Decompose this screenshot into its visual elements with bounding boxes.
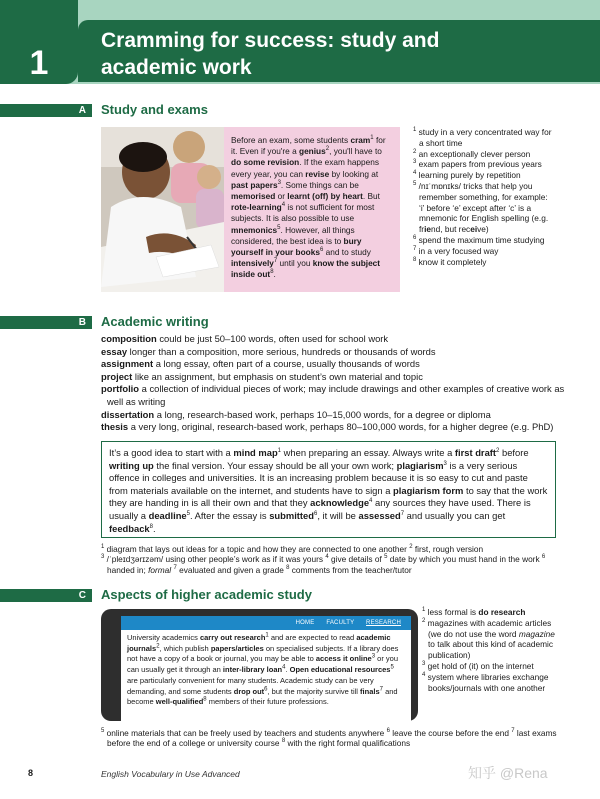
text-run: handed in; xyxy=(107,564,149,575)
text-run: University academics xyxy=(127,633,200,642)
text-run: . xyxy=(153,522,156,534)
text-run: system where libraries exchange books/journals with one another xyxy=(425,671,549,693)
note-reference: 2 xyxy=(409,544,413,551)
text-run: . xyxy=(285,665,290,675)
key-term: feedback xyxy=(109,522,150,534)
key-term: submitted xyxy=(269,509,314,521)
key-term: well-qualified xyxy=(155,697,204,707)
note-reference: 5 xyxy=(186,510,190,517)
text-run: comments from the teacher/tutor xyxy=(289,564,412,575)
note-reference: 5 xyxy=(413,181,417,188)
key-term: do some revision xyxy=(231,157,300,168)
text-run: evaluated and given a grade xyxy=(176,564,287,575)
text-run: give details of xyxy=(328,554,385,565)
note-reference: 1 xyxy=(101,544,105,551)
section-a-notes xyxy=(413,127,555,267)
text-run: in a very focused way xyxy=(416,245,499,256)
note-item xyxy=(422,672,564,694)
text-run: the final version. Your essay should be all your own work; xyxy=(153,459,397,471)
text-run: when preparing an essay. Always write a xyxy=(281,447,455,458)
section-b-footnotes xyxy=(101,544,561,575)
text-run: date by which you must hand in the work xyxy=(387,554,542,565)
note-reference: 7 xyxy=(413,246,417,252)
key-term: know the subject inside out xyxy=(231,258,381,280)
key-term: carry out research xyxy=(199,633,266,642)
text-run: , you'll have to xyxy=(329,146,382,157)
text-run: and to study xyxy=(323,247,371,258)
key-term: academic journals xyxy=(127,633,391,653)
text-run: last exams before the end of a college or university course xyxy=(107,728,557,749)
note-reference: 7 xyxy=(379,686,383,693)
text-run: . If the exam happens every year, you can xyxy=(231,157,380,179)
note-reference: 1 xyxy=(277,447,282,454)
text-run: learning purely by repetition xyxy=(416,170,521,181)
text-run: any sources they have used. There is usually a xyxy=(109,497,531,521)
text-run: ve) xyxy=(477,224,489,235)
text-run: on specialised subjects. If a library does not have a copy of a book or journal, you may be able to xyxy=(127,643,399,664)
section-b-text-box xyxy=(101,441,556,538)
key-term: drop out xyxy=(233,686,265,696)
note-reference: 2 xyxy=(496,447,500,454)
definition-item xyxy=(101,371,571,384)
text-run: with the right formal qualifications xyxy=(285,738,411,749)
text-run: get hold of (it) on the internet xyxy=(425,660,534,671)
note-reference: 4 xyxy=(422,672,426,679)
unit-number: 1 xyxy=(29,44,49,82)
text-run: first, rough version xyxy=(412,544,484,554)
writing-types-list xyxy=(101,333,571,434)
key-term: papers/articles xyxy=(210,643,264,653)
note-reference: 3 xyxy=(277,180,281,187)
section-b-paragraph xyxy=(109,447,549,535)
note-reference: 3 xyxy=(413,159,417,166)
text-run: exam papers from previous years xyxy=(416,159,542,170)
nav-home[interactable]: HOME xyxy=(295,620,315,626)
key-term: essay xyxy=(101,345,128,357)
note-reference: 5 xyxy=(277,224,281,231)
note-reference: 6 xyxy=(386,728,390,735)
key-term: mnemonics xyxy=(231,224,278,235)
note-reference: 5 xyxy=(101,728,105,735)
text-run: . But xyxy=(362,191,380,202)
key-term: mind map xyxy=(233,447,278,458)
note-item xyxy=(413,159,555,170)
key-term: cram xyxy=(350,135,371,145)
note-reference: 8 xyxy=(203,696,207,703)
text-run: online materials that can be freely used by teachers and students anywhere xyxy=(104,728,387,738)
text-run: . After the essay is xyxy=(189,509,270,521)
note-reference: 1 xyxy=(422,607,426,614)
text-run: . xyxy=(273,269,276,280)
note-reference: 2 xyxy=(156,643,160,650)
text-run: , it will be xyxy=(317,509,359,521)
note-reference: 4 xyxy=(369,498,373,505)
note-reference: 1 xyxy=(413,127,417,134)
note-reference: 1 xyxy=(370,135,374,142)
key-term: Open educational resources xyxy=(289,665,391,675)
note-reference: 6 xyxy=(313,510,318,517)
watermark: 知乎 @Rena xyxy=(468,765,548,781)
note-item xyxy=(422,618,564,661)
note-reference: 8 xyxy=(413,256,417,263)
text-run: are particularly convenient for many students. Academic study can be very demanding, and some students xyxy=(127,675,374,696)
key-term: genius xyxy=(299,146,326,157)
text-run: magazines with academic articles (we do not use the word xyxy=(425,617,552,639)
note-reference: 1 xyxy=(265,632,269,639)
definition-item xyxy=(101,333,571,346)
tablet-screen xyxy=(121,616,411,721)
text-run: is not sufficient for most subjects. It is also possible to use xyxy=(231,202,375,224)
text-run: nd, but rec xyxy=(431,224,471,235)
text-run: less formal is xyxy=(425,607,479,617)
text-run: or you can usually get it through an xyxy=(127,654,399,675)
note-reference: 8 xyxy=(149,523,153,530)
note-reference: 3 xyxy=(371,653,376,660)
text-run: an exceptionally clever person xyxy=(416,148,531,159)
section-c-title: Aspects of higher academic study xyxy=(101,587,312,602)
note-item xyxy=(413,257,555,268)
students-writing-icon xyxy=(101,127,224,292)
section-c-footnotes xyxy=(101,728,561,749)
note-reference: 8 xyxy=(286,565,290,572)
note-reference: 3 xyxy=(443,460,447,467)
key-term: past papers xyxy=(231,179,278,190)
section-b-marker: B xyxy=(0,316,92,329)
key-term: intensively xyxy=(231,258,274,269)
note-reference: 6 xyxy=(319,247,324,254)
text-run: , which publish xyxy=(159,643,211,653)
unit-title: Cramming for success: study and academic work xyxy=(101,29,440,79)
footnote-line xyxy=(101,554,561,575)
text-run: and usually you can get xyxy=(404,509,506,521)
section-a-marker: A xyxy=(0,104,92,117)
text-run: before xyxy=(499,447,529,458)
text-run: know it completely xyxy=(416,256,487,267)
note-reference: 4 xyxy=(325,554,329,561)
note-reference: 3 xyxy=(422,661,426,668)
text-run: , but the majority survive till xyxy=(267,686,361,696)
key-term: revise xyxy=(305,168,330,179)
text-run: . Some things can be xyxy=(280,179,359,190)
footnote-line xyxy=(101,728,561,749)
text-run: spend the maximum time studying xyxy=(416,234,545,245)
key-term: ie xyxy=(424,224,431,235)
text-run: a long essay, often part of a course, usually thousands of words xyxy=(153,358,420,370)
note-reference: 6 xyxy=(264,686,268,693)
key-term: bury yourself in your books xyxy=(231,235,362,258)
text-run: and are expected to read xyxy=(268,633,357,642)
note-reference: 7 xyxy=(511,728,515,735)
text-run: a very long, original, research-based work, perhaps 80–100,000 words, for a higher degree (e.g. PhD) xyxy=(128,421,554,433)
note-reference: 4 xyxy=(281,202,286,209)
text-run: by looking at xyxy=(329,168,379,179)
italic-term: formal xyxy=(148,564,172,575)
page-number: 8 xyxy=(28,768,34,778)
text-run: diagram that lays out ideas for a topic and how they are connected to one another xyxy=(104,544,410,554)
text-run: a long, research-based work, perhaps 10–15,000 words, for a degree or diploma xyxy=(154,408,491,420)
note-reference: 4 xyxy=(413,170,417,177)
text-run: a collection of individual pieces of work; may include drawings and other examples of creative work as well as writing xyxy=(107,383,565,407)
tablet-nav-bar xyxy=(121,616,411,630)
text-run: Before an exam, some students xyxy=(231,135,351,145)
text-run: until you xyxy=(277,258,313,269)
note-item xyxy=(413,235,555,246)
key-term: inter-library loan xyxy=(222,665,283,675)
note-item xyxy=(422,607,564,618)
text-run: study in a very concentrated way for a short time xyxy=(416,127,552,148)
key-term: portfolio xyxy=(101,383,140,395)
note-reference: 6 xyxy=(541,554,546,561)
text-run: . However, all things considered, the best idea is to xyxy=(231,224,355,246)
note-reference: 7 xyxy=(173,565,177,572)
text-run: to say that the work they are handing in is all their own and that they xyxy=(109,484,548,509)
tablet-article xyxy=(121,630,411,708)
key-term: rote-learning xyxy=(231,202,282,213)
text-run: /nɪˈmɒnɪks/ tricks that help you remember something, for example: ‘i’ before ‘e’ except after ‘c’ is a mnemonic for English spelling (e.g. fr xyxy=(416,180,549,235)
definition-item xyxy=(101,421,571,434)
key-term: do research xyxy=(478,607,526,617)
key-term: composition xyxy=(101,333,157,344)
key-term: memorised xyxy=(231,191,276,202)
text-run: to talk about this kind of academic publication) xyxy=(428,639,553,661)
text-run: like an assignment, but emphasis on student’s own material and topic xyxy=(132,370,423,382)
section-c-notes xyxy=(422,607,564,693)
key-term: ei xyxy=(470,224,478,235)
note-item xyxy=(413,170,555,181)
definition-item xyxy=(101,346,571,359)
italic-term: magazine xyxy=(518,628,555,639)
key-term: acknowledge xyxy=(310,497,370,509)
key-term: plagiarism xyxy=(396,459,444,471)
section-a-paragraph xyxy=(231,135,394,281)
note-item xyxy=(413,127,555,149)
section-c-marker: C xyxy=(0,589,92,602)
text-run: /ˈpleɪdʒərɪzəm/ using other people’s work as if it was yours xyxy=(104,554,326,565)
key-term: deadline xyxy=(148,509,187,521)
note-reference: 4 xyxy=(282,664,286,671)
key-term: thesis xyxy=(101,421,129,433)
key-term: assignment xyxy=(101,358,154,370)
note-item xyxy=(413,181,555,235)
note-reference: 8 xyxy=(270,269,274,276)
key-term: learnt (off) by heart xyxy=(287,191,363,202)
unit-header xyxy=(0,0,600,84)
text-run: could be just 50–100 words, often used for school work xyxy=(156,333,389,344)
text-run: It’s a good idea to start with a xyxy=(109,447,234,458)
nav-faculty[interactable]: FACULTY xyxy=(326,620,355,626)
key-term: project xyxy=(101,370,133,382)
key-term: assessed xyxy=(358,509,401,521)
note-reference: 2 xyxy=(413,148,417,155)
students-writing-photo xyxy=(101,127,224,292)
note-reference: 7 xyxy=(273,258,278,265)
nav-research[interactable]: RESEARCH xyxy=(366,620,401,626)
text-run: or xyxy=(275,191,288,202)
footnote-line xyxy=(101,544,561,554)
key-term: plagiarism form xyxy=(393,484,464,496)
note-reference: 2 xyxy=(422,618,426,625)
note-reference: 3 xyxy=(101,554,105,561)
note-reference: 7 xyxy=(400,510,405,517)
text-run: longer than a composition, more serious, hundreds or thousands of words xyxy=(127,345,436,357)
text-run: members of their future professions. xyxy=(206,697,329,707)
note-item xyxy=(422,661,564,672)
tablet-frame xyxy=(101,609,418,721)
book-title: English Vocabulary in Use Advanced xyxy=(101,769,240,779)
key-term: first draft xyxy=(454,447,497,458)
section-a-title: Study and exams xyxy=(101,102,208,117)
note-reference: 2 xyxy=(325,146,330,153)
key-term: finals xyxy=(360,686,380,696)
definition-item xyxy=(101,383,571,408)
note-reference: 6 xyxy=(413,235,417,242)
note-reference: 5 xyxy=(390,664,394,671)
text-run: for it. Even if you're a xyxy=(231,135,386,157)
section-a-text-box xyxy=(224,127,400,292)
key-term: access it online xyxy=(315,654,372,664)
key-term: dissertation xyxy=(101,408,155,420)
section-b-title: Academic writing xyxy=(101,314,209,329)
note-reference: 8 xyxy=(281,738,286,745)
definition-item xyxy=(101,409,571,422)
text-run: leave the course before the end xyxy=(389,728,512,738)
note-reference: 5 xyxy=(384,554,388,561)
key-term: writing up xyxy=(109,459,154,471)
definition-item xyxy=(101,358,571,371)
text-run: is a very serious offence in colleges and universities. It is an increasing problem because it is so easy to cut and paste from materials available on the internet, and students have to sign a xyxy=(109,459,528,496)
note-item xyxy=(413,246,555,257)
note-item xyxy=(413,149,555,160)
text-run: and become xyxy=(127,686,398,707)
